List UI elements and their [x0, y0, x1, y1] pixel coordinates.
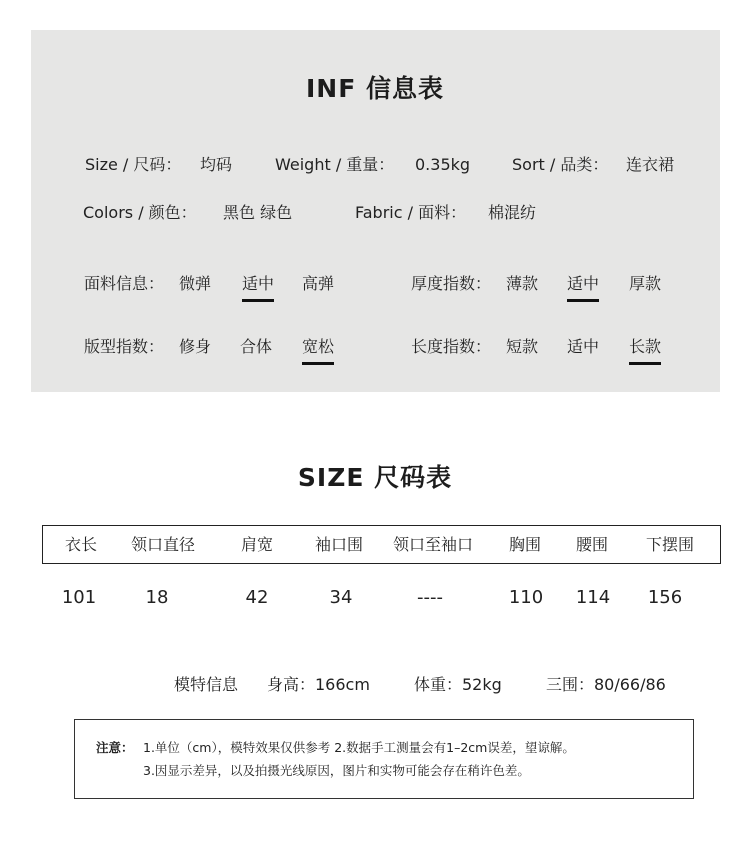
colors-value: 黑色 绿色	[223, 203, 293, 222]
header-cell-hem: 下摆围	[645, 535, 695, 554]
value-cell-chest: 110	[508, 587, 544, 608]
fabric-label: Fabric / 面料：	[355, 203, 467, 222]
weight-value: 0.35kg	[415, 155, 471, 174]
value-cell-waist: 114	[575, 587, 611, 608]
model-height: 身高：166cm	[267, 675, 370, 694]
header-cell-shoulder: 肩宽	[240, 535, 274, 554]
model-measurements: 三围：80/66/86	[546, 675, 666, 694]
notice-line-1: 1.单位（cm），模特效果仅供参考 2.数据手工测量会有1–2cm误差，望谅解。	[143, 740, 575, 755]
notice-line-2: 3.因显示差异，以及拍摄光线原因，图片和实物可能会存在稍许色差。	[143, 763, 530, 778]
thickness-option-selected: 适中	[567, 274, 600, 293]
fabric-info-option: 高弹	[302, 274, 335, 293]
thickness-option: 薄款	[506, 274, 539, 293]
length-option: 适中	[567, 337, 600, 356]
value-cell-hem: 156	[647, 587, 683, 608]
fabric-info-option-selected: 适中	[242, 274, 275, 293]
fit-option: 修身	[179, 337, 212, 356]
sort-value: 连衣裙	[626, 155, 675, 174]
value-cell-neck: 18	[145, 587, 169, 608]
length-option-selected: 长款	[629, 337, 662, 356]
value-cell-length: 101	[61, 587, 97, 608]
header-cell-length: 衣长	[64, 535, 98, 554]
value-cell-shoulder: 42	[245, 587, 269, 608]
header-cell-cuff: 袖口围	[314, 535, 364, 554]
notice-label: 注意：	[96, 740, 134, 755]
fabric-info-option: 微弹	[179, 274, 212, 293]
value-cell-cuff: 34	[329, 587, 353, 608]
thickness-option: 厚款	[629, 274, 662, 293]
value-cell-neck-to-cuff: ----	[417, 587, 443, 608]
header-cell-waist: 腰围	[575, 535, 609, 554]
colors-label: Colors / 颜色：	[83, 203, 197, 222]
fit-option: 合体	[240, 337, 273, 356]
size-label: Size / 尺码：	[85, 155, 182, 174]
sort-label: Sort / 品类：	[512, 155, 609, 174]
info-title: INF 信息表	[305, 74, 444, 103]
size-title: SIZE 尺码表	[297, 463, 453, 492]
header-cell-chest: 胸围	[508, 535, 542, 554]
weight-label: Weight / 重量：	[275, 155, 395, 174]
thickness-label: 厚度指数：	[411, 274, 492, 293]
header-cell-neck-to-cuff: 领口至袖口	[392, 535, 474, 554]
fabric-value: 棉混纺	[488, 203, 537, 222]
notice-box	[74, 719, 694, 799]
fit-label: 版型指数：	[84, 337, 165, 356]
fit-option-selected: 宽松	[302, 337, 335, 356]
length-option: 短款	[506, 337, 539, 356]
model-weight: 体重：52kg	[414, 675, 502, 694]
length-label: 长度指数：	[411, 337, 492, 356]
header-cell-neck: 领口直径	[130, 535, 196, 554]
size-value: 均码	[200, 155, 233, 174]
model-info-label: 模特信息	[174, 675, 239, 694]
fabric-info-label: 面料信息：	[84, 274, 165, 293]
